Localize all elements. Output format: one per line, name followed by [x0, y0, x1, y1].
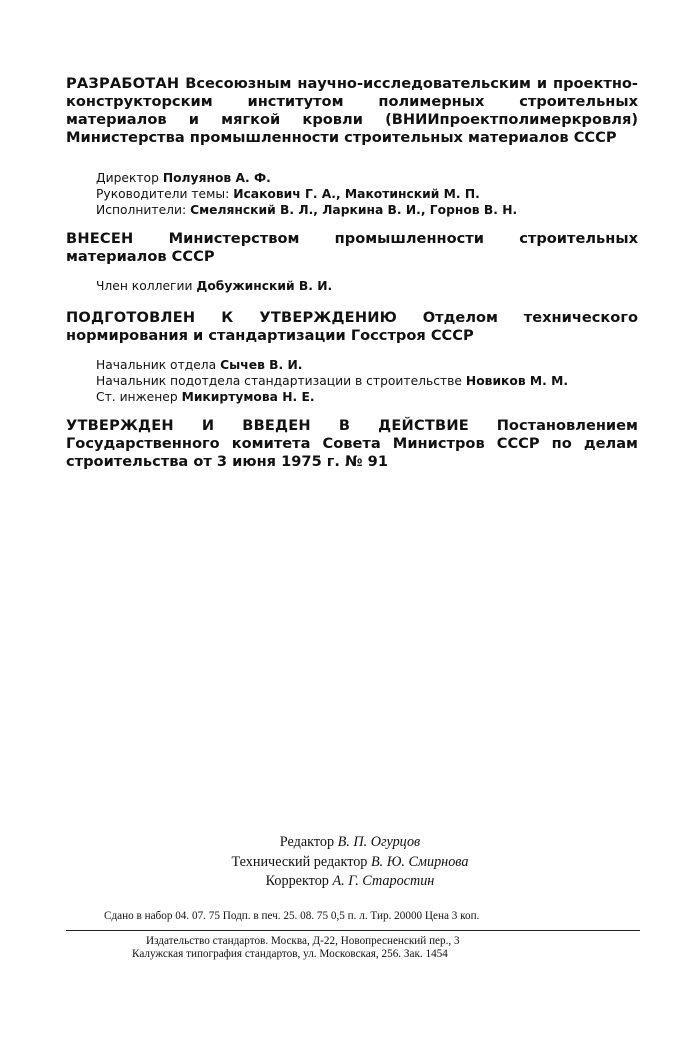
credit-role: Редактор	[279, 834, 335, 850]
developed-text: Всесоюзным научно-исследовательским и проектно-конструкторским институтом полимерных строительных материалов и мягкой кровли (ВНИИпроектполимеркровля) Министерства промышленности строительных материалов СССР	[66, 75, 638, 146]
credit-proofreader	[140, 872, 560, 892]
credit-name: А. Г. Старостин	[332, 873, 435, 889]
introduced-staff-list	[96, 278, 656, 294]
imprint-publisher: Издательство стандартов. Москва, Д-22, Новопресненский пер., 3	[146, 935, 460, 947]
credit-name: В. Ю. Смирнова	[370, 853, 469, 870]
developed-paragraph	[66, 75, 638, 147]
prepared-text: Отделом технического нормирования и стандартизации Госстроя СССР	[66, 309, 638, 344]
credit-role: Технический редактор	[231, 853, 368, 870]
credit-name: В. П. Огурцов	[337, 834, 421, 850]
editorial-credits	[140, 833, 560, 892]
staff-names: Смелянский В. Л., Ларкина В. И., Горнов В. Н.	[190, 203, 518, 217]
staff-names: Сычев В. И.	[220, 358, 303, 372]
credit-role: Корректор	[265, 873, 329, 889]
staff-role: Начальник отдела	[96, 358, 217, 372]
staff-names: Новиков М. М.	[465, 374, 569, 388]
staff-names: Исакович Г. А., Макотинский М. П.	[233, 187, 480, 201]
approved-paragraph	[66, 417, 638, 471]
prepared-paragraph	[66, 309, 638, 345]
staff-role: Ст. инженер	[96, 390, 178, 404]
imprint-divider	[66, 930, 640, 931]
staff-row-topic-leads	[96, 186, 656, 202]
staff-names: Полуянов А. Ф.	[162, 171, 271, 185]
staff-names: Добужинский В. И.	[196, 279, 333, 293]
prepared-staff-list	[96, 357, 656, 405]
developed-staff-list	[96, 170, 656, 218]
staff-role: Руководители темы:	[96, 187, 230, 201]
credit-editor	[140, 833, 560, 853]
prepared-lead: ПОДГОТОВЛЕН К УТВЕРЖДЕНИЮ	[66, 309, 397, 326]
staff-role: Директор	[96, 171, 159, 185]
approved-lead: УТВЕРЖДЕН И ВВЕДЕН В ДЕЙСТВИЕ	[66, 417, 469, 434]
staff-row-subdept-head	[96, 373, 656, 389]
staff-row-executors	[96, 202, 656, 218]
credit-technical-editor	[140, 853, 560, 873]
developed-lead: РАЗРАБОТАН	[66, 75, 180, 92]
staff-row-director	[96, 170, 656, 186]
staff-role: Начальник подотдела стандартизации в строительстве	[96, 374, 462, 388]
staff-role: Исполнители:	[96, 203, 187, 217]
staff-row-dept-head	[96, 357, 656, 373]
approved-text: Постановлением Государственного комитета Совета Министров СССР по делам строительства от 3 июня 1975 г. № 91	[66, 417, 638, 470]
introduced-paragraph	[66, 230, 638, 266]
staff-names: Микиртумова Н. Е.	[181, 390, 315, 404]
introduced-text: Министерством промышленности строительных материалов СССР	[66, 230, 638, 265]
imprint-print-data: Сдано в набор 04. 07. 75 Подп. в печ. 25. 08. 75 0,5 п. л. Тир. 20000 Цена 3 коп.	[104, 910, 480, 922]
introduced-lead: ВНЕСЕН	[66, 230, 134, 247]
staff-role: Член коллегии	[96, 279, 193, 293]
imprint-printing-house: Калужская типография стандартов, ул. Московская, 256. Зак. 1454	[132, 948, 448, 960]
staff-row-board-member	[96, 278, 656, 294]
staff-row-senior-engineer	[96, 389, 656, 405]
